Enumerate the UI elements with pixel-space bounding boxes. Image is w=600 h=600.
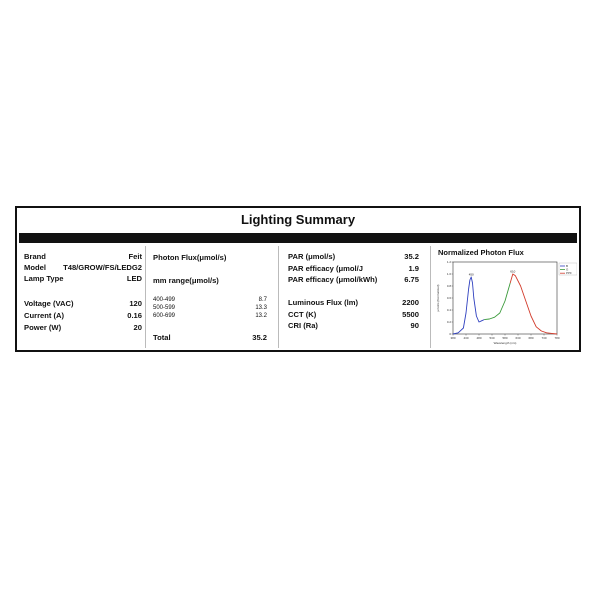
column-divider — [430, 246, 431, 348]
x-tick-label: 430 — [463, 336, 469, 340]
model-value: T48/GROW/FS/LEDG2 — [63, 263, 142, 272]
range-value: 13.2 — [255, 313, 267, 319]
brand-label: Brand — [24, 252, 46, 261]
x-axis-label: Wavelength (nm) — [493, 341, 517, 345]
par-label: PAR (μmol/s) — [288, 252, 336, 261]
lamp-type-label: Lamp Type — [24, 274, 64, 283]
lamp-type-value: LED — [126, 274, 142, 283]
par-efficacy-j-label: PAR efficacy (μmol/J — [288, 264, 363, 273]
brand-value: Feit — [128, 252, 142, 261]
x-tick-label: 630 — [515, 336, 521, 340]
cri-value: 90 — [410, 321, 419, 330]
range-label: 500-599 — [153, 305, 176, 311]
power-value: 20 — [133, 323, 142, 332]
range-value: 8.7 — [258, 297, 267, 303]
column-divider — [145, 246, 146, 348]
x-tick-label: 730 — [541, 336, 547, 340]
luminous-flux-value: 2200 — [402, 298, 419, 307]
series-line-ppf — [510, 274, 557, 334]
peak-label: 450 — [468, 272, 474, 277]
y-tick-label: 0 — [449, 332, 451, 336]
x-tick-label: 480 — [476, 336, 482, 340]
peak-label: 610 — [510, 269, 516, 274]
x-tick-label: 530 — [489, 336, 495, 340]
power-label: Power (W) — [24, 323, 62, 332]
par-efficacy-j-value: 1.9 — [408, 264, 419, 273]
header-band — [19, 233, 577, 243]
photon-flux-chart — [435, 258, 577, 348]
range-header: mm range(μmol/s) — [153, 276, 219, 285]
current-value: 0.16 — [127, 311, 142, 320]
y-tick-label: 0.4 — [446, 308, 451, 312]
chart-title: Normalized Photon Flux — [438, 248, 524, 257]
series-line-b — [453, 277, 484, 334]
y-tick-label: 0.2 — [446, 320, 451, 324]
x-tick-label: 680 — [528, 336, 534, 340]
par-value: 35.2 — [404, 252, 419, 261]
y-axis-label: μmol/s (Normalized) — [436, 284, 440, 312]
cri-label: CRI (Ra) — [288, 321, 318, 330]
series-line-g — [484, 283, 510, 320]
range-label: 600-699 — [153, 313, 176, 319]
x-tick-label: 780 — [554, 336, 560, 340]
y-tick-label: 1.0 — [446, 272, 451, 276]
luminous-flux-label: Luminous Flux (lm) — [288, 298, 359, 307]
x-tick-label: 380 — [450, 336, 456, 340]
summary-title: Lighting Summary — [240, 212, 356, 227]
par-efficacy-kwh-value: 6.75 — [404, 275, 419, 284]
model-label: Model — [24, 263, 46, 272]
x-tick-label: 580 — [502, 336, 508, 340]
y-tick-label: 1.2 — [446, 260, 451, 264]
lighting-summary-card — [15, 206, 581, 352]
voltage-value: 120 — [129, 299, 142, 308]
total-value: 35.2 — [252, 333, 267, 342]
cct-value: 5500 — [402, 310, 419, 319]
cct-label: CCT (K) — [288, 310, 317, 319]
current-label: Current (A) — [24, 311, 65, 320]
legend-label: B — [566, 264, 569, 268]
column-divider — [278, 246, 279, 348]
voltage-label: Voltage (VAC) — [24, 299, 74, 308]
range-value: 13.3 — [255, 305, 267, 311]
legend-label: PPF — [566, 271, 572, 276]
legend-label: G — [566, 267, 569, 272]
y-tick-label: 0.8 — [446, 284, 451, 288]
photon-flux-header: Photon Flux(μmol/s) — [153, 253, 227, 262]
y-tick-label: 0.6 — [446, 296, 451, 300]
range-label: 400-499 — [153, 297, 176, 303]
par-efficacy-kwh-label: PAR efficacy (μmol/kWh) — [288, 275, 378, 284]
total-label: Total — [153, 333, 171, 342]
